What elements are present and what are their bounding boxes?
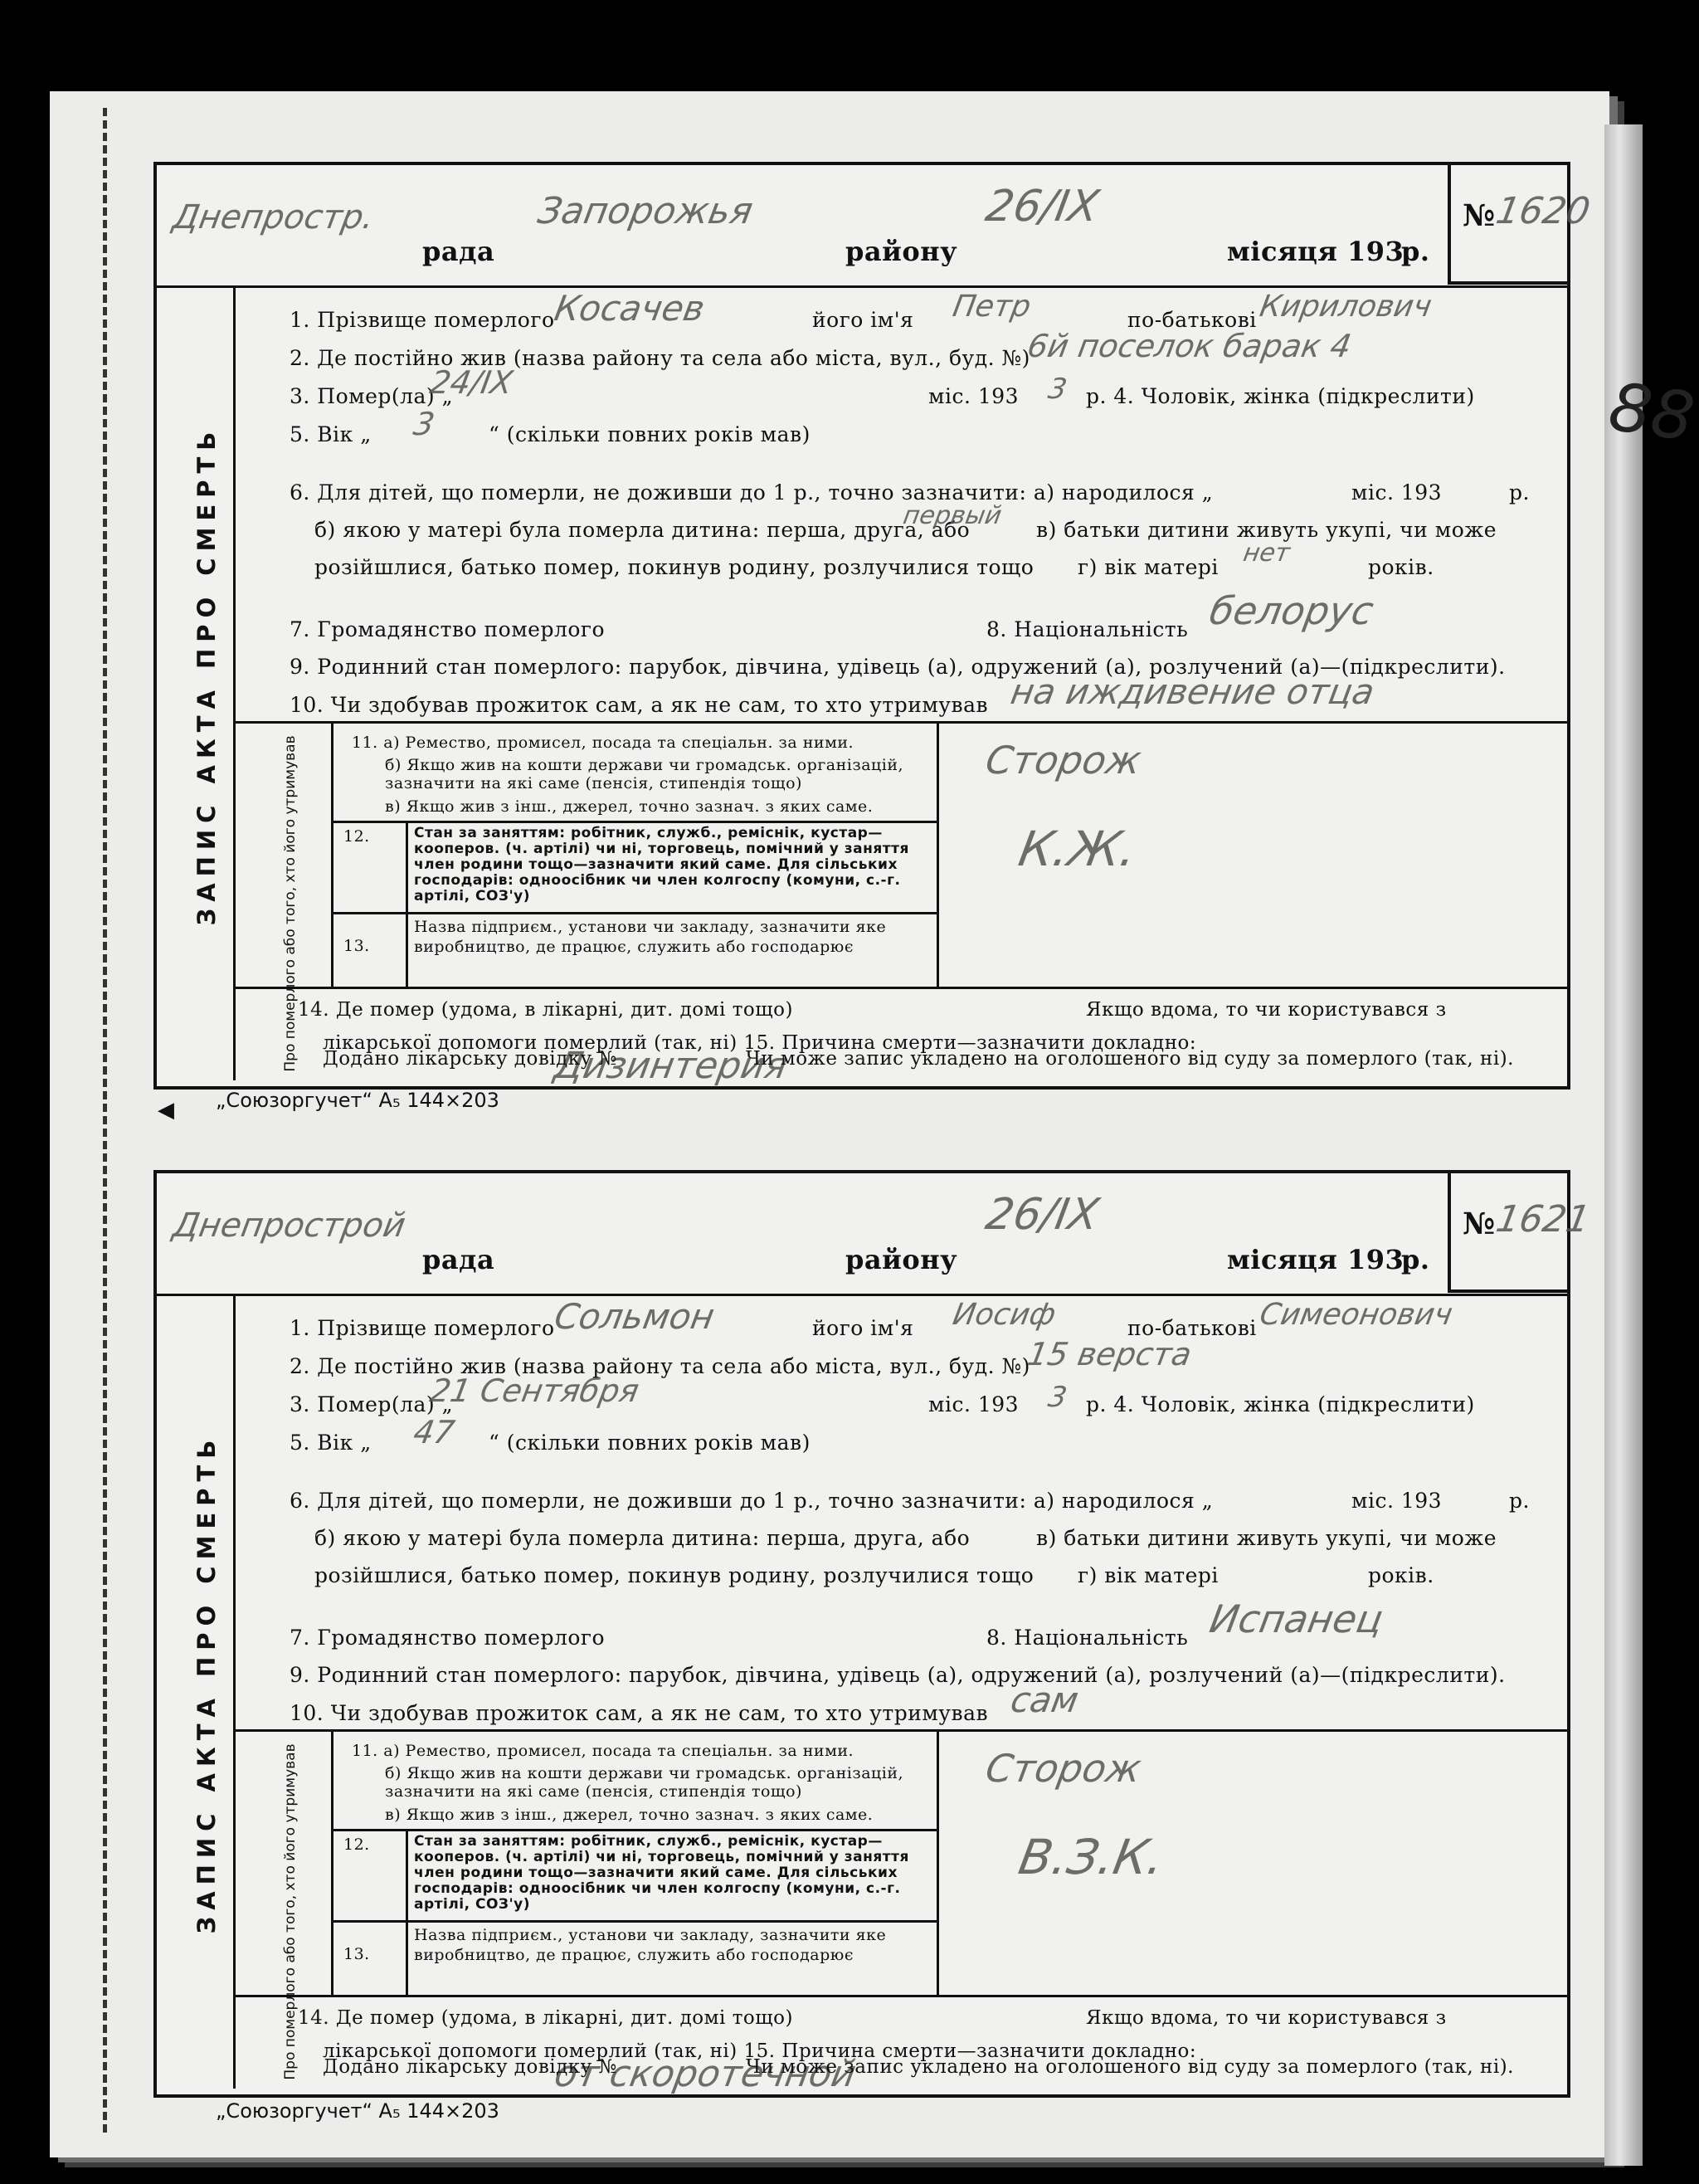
divider [233,987,1567,989]
divider [406,821,408,987]
field-6c2-label: г) вік матері [1078,555,1219,579]
field-11b-label: б) Якщо жив на кошти держави чи громадськ. організацій, зазначити на які саме (пенсія, стипендія тощо) [385,1764,904,1801]
field-6b2-label: в) батьки дитини живуть укупі, чи може [1036,1526,1497,1550]
field-6a-year: р. [1509,480,1530,505]
field-5-suffix: “ (скільки повних років мав) [489,1431,811,1455]
field-3-label: 3. Помер(ла) „ [290,384,454,408]
field-13-label: Назва підприєм., установи чи закладу, зазначити яке виробництво, де працює, служить або господарює [414,918,887,956]
divider [233,1294,236,2089]
hw-death-year: 3 [1045,1381,1070,1414]
field-12-number: 12. [343,827,370,846]
field-6b-label: б) якою у матері була померла дитина: перша, друга, або [314,1526,971,1550]
field-10-label: 10. Чи здобував прожиток сам, а як не сам, то хто утримував [290,1701,989,1725]
field-9-label: 9. Родинний стан померлого: парубок, дівчина, удівець (а), одружений (а), розлучений (а)—(підкреслити). [290,1663,1506,1687]
field-9-label: 9. Родинний стан померлого: парубок, дівчина, удівець (а), одружений (а), розлучений (а)—(підкреслити). [290,655,1506,679]
divider [937,1729,939,1995]
hw-mother-age: нет [1240,539,1293,568]
hw-surname: Сольмон [551,1296,718,1337]
month-label: місяця 193 [1227,236,1404,267]
field-5-suffix: “ (скільки повних років мав) [489,422,811,446]
field-11a-label: 11. а) Ремество, промисел, посада та спеціальн. за ними. [352,1742,854,1760]
field-11a-label: 11. а) Ремество, промисел, посада та спеціальн. за ними. [352,734,854,752]
hw-rada: Днепростр. [169,198,377,236]
hw-date: 26/IX [981,182,1103,232]
field-15-label: лікарської допомоги померлий (так, ні) 15. Причина смерти—зазначити докладно: [323,2040,1197,2062]
divider [233,721,1567,724]
field-14-label: 14. Де помер (удома, в лікарні, дит. домі тощо) [298,2007,793,2029]
hw-patronymic: Симеонович [1257,1298,1455,1332]
field-6a-label: 6. Для дітей, що померли, не доживши до 1 р., точно зазначити: а) народилося „ [290,480,1214,505]
field-4-label: р. 4. Чоловік, жінка (підкреслити) [1086,1392,1475,1416]
field-13-number: 13. [343,937,370,955]
cut-mark: ◀ [158,1098,174,1123]
subsection-text: Про померлого або того, хто його утримував [282,735,299,1072]
field-11b-label: б) Якщо жив на кошти держави чи громадськ. організацій, зазначити на які саме (пенсія, стипендія тощо) [385,756,904,792]
divider [233,1729,1567,1732]
divider [406,1829,408,1995]
field-10-label: 10. Чи здобував прожиток сам, а як не сам, то хто утримував [290,693,989,717]
field-1-patronymic-label: по-батькові [1127,1316,1257,1340]
divider [331,912,937,914]
divider [331,821,937,823]
number-label: № [1463,1207,1496,1241]
field-8-label: 8. Національність [986,617,1189,641]
divider [157,1294,1567,1296]
field-8-label: 8. Національність [986,1626,1189,1650]
side-title: ЗАПИС АКТА ПРО СМЕРТЬ [192,425,221,926]
death-record-form-1 [153,162,1594,1090]
field-1-surname-label: 1. Прізвище померлого [290,308,555,332]
month-label: місяця 193 [1227,1244,1404,1275]
divider [331,1920,937,1923]
hw-social-status: В.З.К. [1015,1829,1169,1885]
field-13-label: Назва підприєм., установи чи закладу, зазначити яке виробництво, де працює, служить або господарює [414,1926,887,1964]
hw-address: 15 верста [1025,1336,1195,1372]
field-4-label: р. 4. Чоловік, жінка (підкреслити) [1086,384,1475,408]
hw-supported-by: на иждивение отца [1007,671,1378,712]
hw-age: 3 [411,406,438,442]
subsection-label [281,729,331,1078]
field-12-label: Стан за заняттям: робітник, служб., реміснік, кустар—кооперов. (ч. артілі) чи ні, торговець, помічний у заняття член родини тощо—зазначити який саме. Для сільських господарів: одноосібник чи член колгоспу (комуни, с.-г. артілі, СОЗ'у) [414,1833,909,1913]
hw-patronymic: Кирилович [1257,290,1434,324]
field-3-month-label: міс. 193 [928,1392,1020,1416]
rada-label: рада [422,236,495,267]
field-15-label: лікарської допомоги померлий (так, ні) 15. Причина смерти—зазначити докладно: [323,1032,1197,1054]
subsection-label [281,1738,331,2086]
hw-death-year: 3 [1045,373,1070,406]
doc-attached-label: Додано лікарську довідку № [323,1048,617,1070]
field-1-surname-label: 1. Прізвище померлого [290,1316,555,1340]
perforation-line [103,108,107,2133]
field-7-label: 7. Громадянство померлого [290,617,606,641]
hw-nationality: Испанец [1206,1597,1387,1641]
hw-raion: Запорожья [534,190,757,232]
divider [937,721,939,987]
record-number-box [1448,1173,1594,1293]
field-1-name-label: його ім'я [812,308,914,332]
hw-record-number: 1621 [1492,1198,1594,1241]
field-6c3-label: років. [1368,555,1434,579]
field-6c3-label: років. [1368,1563,1434,1587]
field-14b-label: Якщо вдома, то чи користувався з [1086,2007,1447,2029]
field-12-label: Стан за заняттям: робітник, служб., реміснік, кустар—кооперов. (ч. артілі) чи ні, торговець, помічний у заняття член родини тощо—зазначити який саме. Для сільських господарів: одноосібник чи член колгоспу (комуни, с.-г. артілі, СОЗ'у) [414,825,909,904]
side-title: ЗАПИС АКТА ПРО СМЕРТЬ [192,1433,221,1934]
field-2-label: 2. Де постійно жив (назва району та села або міста, вул., буд. №) [290,1354,1030,1378]
field-6a-month: міс. 193 [1351,1489,1443,1513]
year-suffix: р. [1401,1244,1430,1275]
field-14b-label: Якщо вдома, то чи користувався з [1086,999,1447,1021]
death-record-form-2 [153,1170,1594,2098]
hw-date: 26/IX [981,1190,1103,1240]
record-number-box [1448,165,1594,285]
divider [331,721,333,987]
number-label: № [1463,198,1496,233]
sheet-number: 88 [1604,368,1699,456]
field-14-label: 14. Де помер (удома, в лікарні, дит. домі тощо) [298,999,793,1021]
year-suffix: р. [1401,236,1430,267]
form-header [157,165,1594,285]
field-1-name-label: його ім'я [812,1316,914,1340]
archive-page [50,91,1699,2157]
field-6a-year: р. [1509,1489,1530,1513]
hw-rada: Днепрострой [169,1207,409,1245]
field-13-number: 13. [343,1945,370,1963]
subsection-text: Про померлого або того, хто його утримував [282,1743,299,2080]
field-3-label: 3. Помер(ла) „ [290,1392,454,1416]
hw-cause-of-death: Дизинтерия [551,1045,791,1087]
field-6b-label: б) якою у матері була померла дитина: перша, друга, або [314,518,971,542]
field-3-month-label: міс. 193 [928,384,1020,408]
footer-imprint: „Союзоргучет“ А₅ 144×203 [216,2099,499,2123]
field-6c-label: розійшлися, батько помер, покинув родину, розлучилися тощо [314,1563,1034,1587]
divider [331,1829,937,1831]
field-12-number: 12. [343,1835,370,1854]
field-1-patronymic-label: по-батькові [1127,308,1257,332]
rada-label: рада [422,1244,495,1275]
field-5-label: 5. Вік „ [290,1431,372,1455]
field-6a-month: міс. 193 [1351,480,1443,505]
hw-name: Петр [950,290,1034,324]
hw-occupation: Сторож [982,738,1145,782]
hw-nationality: белорус [1206,588,1377,633]
field-2-label: 2. Де постійно жив (назва району та села або міста, вул., буд. №) [290,346,1030,370]
hw-name: Иосиф [950,1298,1059,1332]
field-11c-label: в) Якщо жив з інш., джерел, точно зазнач. з яких саме. [385,797,874,816]
divider [233,285,236,1080]
hw-record-number: 1620 [1492,190,1594,232]
hw-surname: Косачев [551,288,708,329]
court-record-label: Чи може запис укладено на оголошеного від суду за померлого (так, ні). [746,1048,1514,1070]
hw-age: 47 [411,1414,458,1450]
field-11c-label: в) Якщо жив з інш., джерел, точно зазнач. з яких саме. [385,1806,874,1824]
raion-label: району [845,1244,958,1275]
raion-label: району [845,236,958,267]
hw-death-date: 24/IX [427,364,516,401]
form-header [157,1173,1594,1294]
hw-cause-of-death: от скоротечной [551,2053,859,2095]
hw-occupation: Сторож [982,1746,1145,1791]
hw-social-status: К.Ж. [1015,821,1142,877]
doc-attached-label: Додано лікарську довідку № [323,2056,617,2078]
divider [331,1729,333,1995]
court-record-label: Чи може запис укладено на оголошеного від суду за померлого (так, ні). [746,2056,1514,2078]
hw-supported-by: сам [1007,1679,1082,1720]
field-5-label: 5. Вік „ [290,422,372,446]
field-6b2-label: в) батьки дитини живуть укупі, чи може [1036,518,1497,542]
hw-address: 6й поселок барак 4 [1025,328,1355,364]
field-6c-label: розійшлися, батько помер, покинув родину, розлучилися тощо [314,555,1034,579]
divider [157,285,1567,288]
divider [233,1995,1567,1997]
field-7-label: 7. Громадянство померлого [290,1626,606,1650]
field-6c2-label: г) вік матері [1078,1563,1219,1587]
footer-imprint: „Союзоргучет“ А₅ 144×203 [216,1089,499,1112]
hw-child-order: первый [900,501,1005,530]
hw-death-date: 21 Сентября [427,1372,642,1409]
field-6a-label: 6. Для дітей, що померли, не доживши до 1 р., точно зазначити: а) народилося „ [290,1489,1214,1513]
